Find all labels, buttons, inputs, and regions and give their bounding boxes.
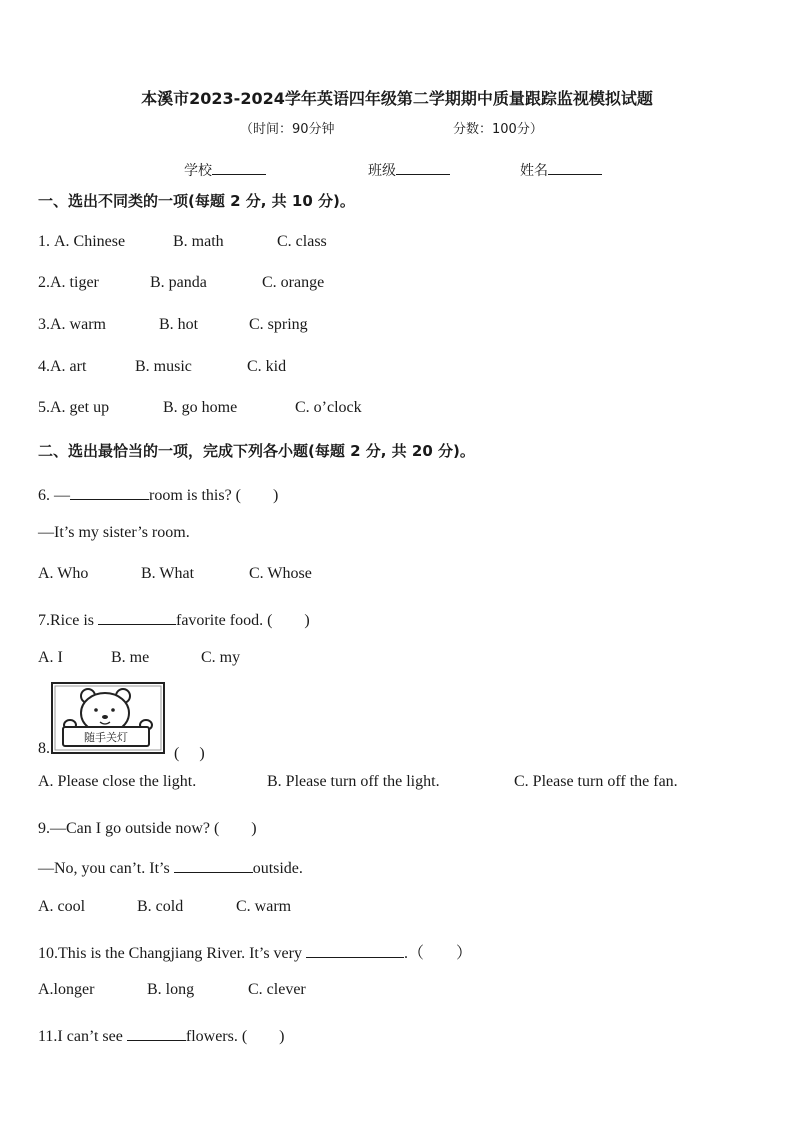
q7-option-a[interactable]: A. I bbox=[38, 649, 63, 666]
q8-option-a[interactable]: A. Please close the light. bbox=[38, 773, 197, 790]
q2-option-a[interactable]: A. tiger bbox=[50, 274, 99, 291]
q8-option-b[interactable]: B. Please turn off the light. bbox=[267, 773, 440, 790]
q6-suffix: room is this? ( ) bbox=[149, 487, 279, 504]
q9-option-a[interactable]: A. cool bbox=[38, 898, 86, 915]
exam-time: （时间：90分钟 bbox=[240, 122, 335, 137]
q9-reply-prefix: —No, you can’t. It’s bbox=[38, 860, 174, 877]
q10-prefix: 10.This is the Changjiang River. It’s very bbox=[38, 945, 306, 962]
school-blank[interactable] bbox=[212, 160, 266, 175]
q6-options bbox=[38, 565, 312, 583]
q9-reply-suffix: outside. bbox=[252, 860, 303, 877]
question-2 bbox=[38, 274, 324, 292]
q9-option-c[interactable]: C. warm bbox=[236, 898, 292, 915]
school-label: 学校 bbox=[184, 163, 212, 179]
bear-sign-illustration bbox=[51, 682, 165, 754]
q3-number: 3. bbox=[38, 316, 50, 333]
name-label: 姓名 bbox=[520, 163, 548, 179]
question-7 bbox=[38, 607, 310, 630]
q7-prefix: 7.Rice is bbox=[38, 612, 98, 629]
question-11 bbox=[38, 1023, 285, 1046]
q1-number: 1. bbox=[38, 233, 50, 250]
q6-option-c[interactable]: C. Whose bbox=[249, 565, 312, 582]
q4-option-a[interactable]: A. art bbox=[50, 358, 87, 375]
exam-score: 分数：100分） bbox=[453, 122, 543, 137]
q6-option-a[interactable]: A. Who bbox=[38, 565, 89, 582]
q9-option-b[interactable]: B. cold bbox=[137, 898, 184, 915]
q6-answer-blank[interactable] bbox=[70, 484, 149, 500]
question-6 bbox=[38, 482, 278, 505]
class-label: 班级 bbox=[368, 163, 396, 179]
q10-option-b[interactable]: B. long bbox=[147, 981, 195, 998]
q11-suffix: flowers. ( ) bbox=[185, 1028, 285, 1045]
q10-option-c[interactable]: C. clever bbox=[248, 981, 306, 998]
question-4 bbox=[38, 358, 286, 376]
q1-option-b[interactable]: B. math bbox=[173, 233, 224, 250]
q7-option-b[interactable]: B. me bbox=[111, 649, 150, 666]
q2-option-c[interactable]: C. orange bbox=[262, 274, 325, 291]
section2-heading: 二、选出最恰当的一项，完成下列各小题(每题 2 分, 共 20 分)。 bbox=[38, 442, 475, 460]
q1-option-a[interactable]: A. Chinese bbox=[54, 233, 126, 250]
class-field[interactable] bbox=[368, 160, 450, 180]
q7-suffix: favorite food. ( ) bbox=[176, 612, 310, 629]
name-field[interactable] bbox=[520, 160, 602, 180]
q5-option-c[interactable]: C. o’clock bbox=[295, 399, 362, 416]
q10-answer-blank[interactable] bbox=[306, 942, 404, 958]
q10-option-a[interactable]: A.longer bbox=[38, 981, 95, 998]
question-10 bbox=[38, 940, 472, 963]
q4-option-c[interactable]: C. kid bbox=[247, 358, 287, 375]
q5-number: 5. bbox=[38, 399, 50, 416]
question-3 bbox=[38, 316, 308, 334]
class-blank[interactable] bbox=[396, 160, 450, 175]
q6-reply: —It’s my sister’s room. bbox=[38, 524, 190, 541]
q8-paren: ( ) bbox=[174, 745, 205, 762]
q4-number: 4. bbox=[38, 358, 50, 375]
q4-option-b[interactable]: B. music bbox=[135, 358, 192, 375]
q6-option-b[interactable]: B. What bbox=[141, 565, 195, 582]
q5-option-b[interactable]: B. go home bbox=[163, 399, 238, 416]
q1-option-c[interactable]: C. class bbox=[277, 233, 327, 250]
q11-answer-blank[interactable] bbox=[127, 1025, 186, 1041]
section1-heading: 一、选出不同类的一项(每题 2 分, 共 10 分)。 bbox=[38, 192, 355, 210]
question-5 bbox=[38, 399, 362, 417]
sign-text: 随手关灯 bbox=[84, 731, 128, 744]
q2-number: 2. bbox=[38, 274, 50, 291]
q11-prefix: 11.I can’t see bbox=[38, 1028, 127, 1045]
school-field[interactable] bbox=[184, 160, 266, 180]
q3-option-b[interactable]: B. hot bbox=[159, 316, 199, 333]
q10-options bbox=[38, 981, 306, 999]
q2-option-b[interactable]: B. panda bbox=[150, 274, 207, 291]
q10-suffix: .（ ） bbox=[403, 945, 472, 962]
q9-reply bbox=[38, 857, 303, 878]
name-blank[interactable] bbox=[548, 160, 602, 175]
q3-option-a[interactable]: A. warm bbox=[50, 316, 106, 333]
q5-option-a[interactable]: A. get up bbox=[50, 399, 110, 416]
q9-options bbox=[38, 898, 291, 916]
question-9: 9.—Can I go outside now? ( ) bbox=[38, 820, 257, 837]
q9-answer-blank[interactable] bbox=[174, 857, 253, 873]
q8-options bbox=[38, 773, 678, 791]
q8-number: 8. bbox=[38, 740, 50, 757]
q7-option-c[interactable]: C. my bbox=[201, 649, 241, 666]
question-1 bbox=[38, 233, 327, 251]
q7-options bbox=[38, 649, 240, 667]
q7-answer-blank[interactable] bbox=[98, 609, 176, 625]
page-title: 本溪市2023-2024学年英语四年级第二学期期中质量跟踪监视模拟试题 bbox=[141, 89, 653, 108]
q8-option-c[interactable]: C. Please turn off the fan. bbox=[514, 773, 678, 790]
q3-option-c[interactable]: C. spring bbox=[249, 316, 308, 333]
q6-prefix: 6. — bbox=[38, 487, 70, 504]
